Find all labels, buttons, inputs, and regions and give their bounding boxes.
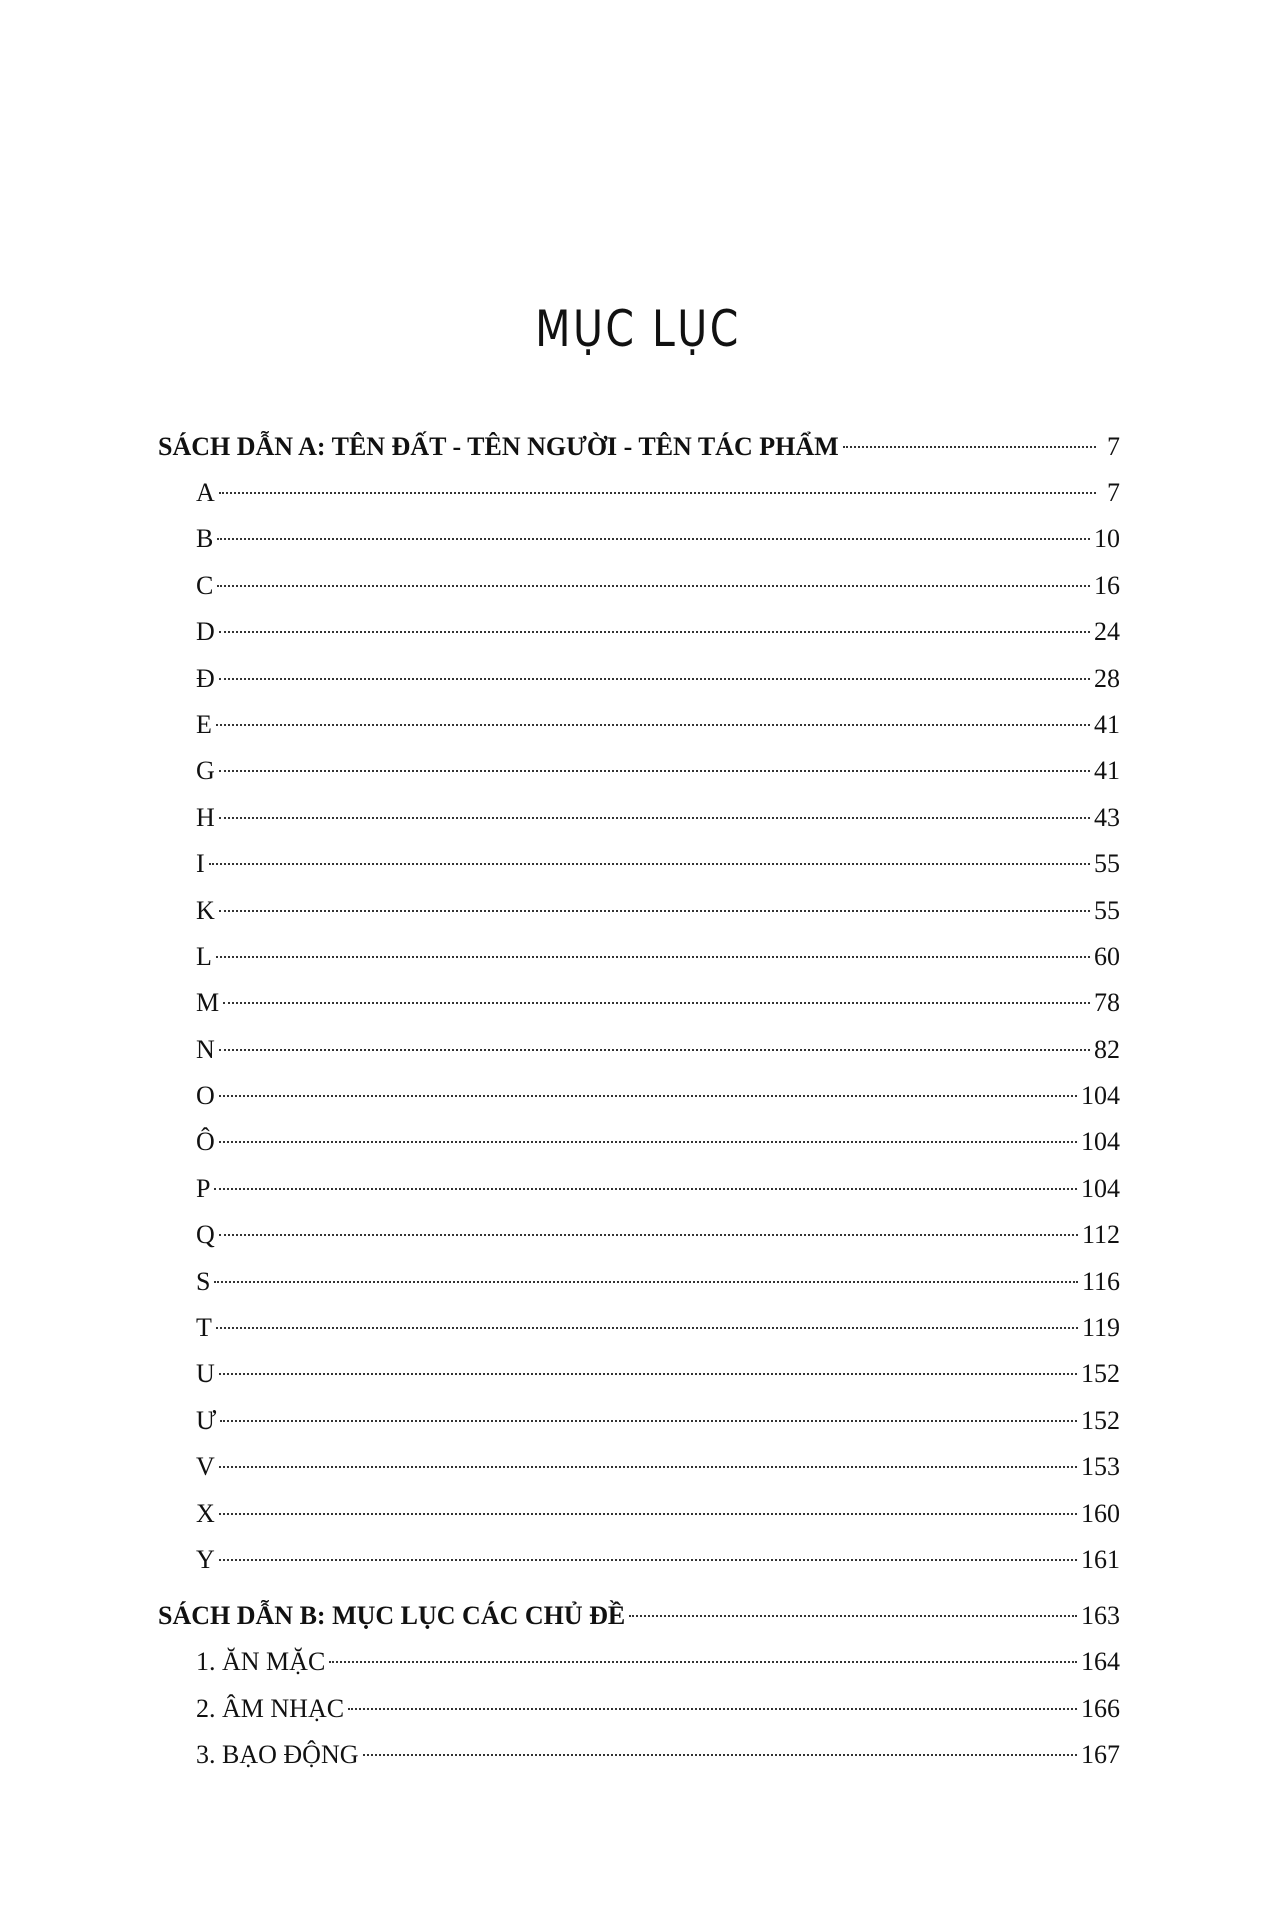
- toc-entry[interactable]: [158, 702, 1120, 748]
- dot-leader: [329, 1661, 1077, 1663]
- dot-leader: [843, 446, 1096, 448]
- toc-entry[interactable]: [158, 1732, 1120, 1778]
- dot-leader: [219, 1513, 1077, 1515]
- dot-leader: [216, 1327, 1078, 1329]
- dot-leader: [219, 631, 1090, 633]
- toc-entry-label: Q: [196, 1220, 215, 1250]
- toc-page-number: 153: [1081, 1452, 1120, 1482]
- toc-entry-label: E: [196, 709, 212, 739]
- dot-leader: [629, 1615, 1077, 1617]
- toc-entry-label: N: [196, 1034, 215, 1064]
- dot-leader: [219, 492, 1096, 494]
- toc-page-number: 43: [1094, 802, 1120, 832]
- toc-entry[interactable]: [158, 748, 1120, 794]
- toc-page-number: 160: [1081, 1498, 1120, 1528]
- dot-leader: [217, 538, 1090, 540]
- toc-entry[interactable]: [158, 609, 1120, 655]
- dot-leader: [219, 770, 1090, 772]
- toc-section[interactable]: [158, 1593, 1120, 1639]
- toc-entry[interactable]: [158, 795, 1120, 841]
- toc-entry[interactable]: [158, 1491, 1120, 1537]
- dot-leader: [216, 724, 1090, 726]
- toc-page-number: 24: [1094, 617, 1120, 647]
- toc-entry[interactable]: [158, 1686, 1120, 1732]
- toc-page-number: 119: [1081, 1313, 1120, 1343]
- toc-entry-label: A: [196, 478, 215, 507]
- toc-entry-label: P: [196, 1173, 211, 1203]
- toc-page-number: 166: [1081, 1693, 1120, 1723]
- dot-leader: [216, 956, 1090, 958]
- toc-entry[interactable]: [158, 1119, 1120, 1165]
- toc-section-label: SÁCH DẪN A: TÊN ĐẤT - TÊN NGƯỜI - TÊN TÁC PHẨM: [158, 432, 839, 461]
- toc-entry-label: S: [196, 1266, 211, 1296]
- dot-leader: [219, 1466, 1077, 1468]
- toc-page-number: 104: [1081, 1127, 1120, 1157]
- toc-entry-label: Ư: [196, 1405, 217, 1435]
- toc-entry-label: 2. ÂM NHẠC: [196, 1693, 345, 1723]
- toc-entry-label: M: [196, 988, 220, 1018]
- table-of-contents: [158, 424, 1120, 1779]
- toc-page-number: 112: [1081, 1220, 1120, 1250]
- toc-page-number: 41: [1094, 756, 1120, 786]
- toc-entry[interactable]: [158, 470, 1120, 516]
- toc-entry[interactable]: [158, 563, 1120, 609]
- toc-entry[interactable]: [158, 934, 1120, 980]
- dot-leader: [219, 1049, 1090, 1051]
- toc-entry[interactable]: [158, 1027, 1120, 1073]
- toc-entry[interactable]: [158, 1166, 1120, 1212]
- dot-leader: [219, 1141, 1077, 1143]
- dot-leader: [223, 1002, 1090, 1004]
- toc-entry-label: G: [196, 756, 215, 786]
- toc-entry[interactable]: [158, 1351, 1120, 1397]
- toc-entry[interactable]: [158, 516, 1120, 562]
- toc-entry-label: Ô: [196, 1127, 215, 1157]
- toc-page-number: 161: [1081, 1544, 1120, 1574]
- dot-leader: [219, 678, 1090, 680]
- toc-page-number: 41: [1094, 709, 1120, 739]
- toc-section-label: SÁCH DẪN B: MỤC LỤC CÁC CHỦ ĐỀ: [158, 1601, 626, 1631]
- toc-entry-label: V: [196, 1452, 215, 1482]
- dot-leader: [219, 817, 1090, 819]
- toc-entry[interactable]: [158, 841, 1120, 887]
- toc-page-number: 7: [1107, 432, 1120, 461]
- toc-page-number: 16: [1094, 570, 1120, 600]
- toc-page-number: 163: [1081, 1601, 1120, 1631]
- toc-entry-label: O: [196, 1081, 215, 1111]
- toc-page-number: 116: [1081, 1266, 1120, 1296]
- toc-page-number: 152: [1081, 1359, 1120, 1389]
- toc-entry[interactable]: [158, 1639, 1120, 1685]
- toc-entry[interactable]: [158, 1537, 1120, 1583]
- toc-page-number: 82: [1094, 1034, 1120, 1064]
- dot-leader: [348, 1708, 1077, 1710]
- page-title: MỤC LỤC: [535, 300, 741, 358]
- toc-entry-label: 1. ĂN MẶC: [196, 1647, 326, 1677]
- dot-leader: [219, 910, 1090, 912]
- toc-entry[interactable]: [158, 980, 1120, 1026]
- dot-leader: [220, 1420, 1077, 1422]
- toc-entry-label: U: [196, 1359, 215, 1389]
- toc-entry-label: K: [196, 895, 215, 925]
- toc-entry[interactable]: [158, 1305, 1120, 1351]
- toc-page-number: 10: [1094, 524, 1120, 554]
- toc-page-number: 28: [1094, 663, 1120, 693]
- toc-entry-label: H: [196, 802, 215, 832]
- toc-entry-label: X: [196, 1498, 215, 1528]
- dot-leader: [209, 863, 1090, 865]
- toc-entry-label: C: [196, 570, 214, 600]
- toc-page-number: 78: [1094, 988, 1120, 1018]
- toc-entry-label: 3. BẠO ĐỘNG: [196, 1740, 359, 1770]
- dot-leader: [219, 1234, 1078, 1236]
- toc-entry-label: L: [196, 941, 212, 971]
- toc-entry[interactable]: [158, 1444, 1120, 1490]
- dot-leader: [219, 1373, 1077, 1375]
- toc-entry[interactable]: [158, 1073, 1120, 1119]
- dot-leader: [219, 1095, 1077, 1097]
- toc-page-number: 60: [1094, 941, 1120, 971]
- toc-page-number: 164: [1081, 1647, 1120, 1677]
- toc-entry[interactable]: [158, 656, 1120, 702]
- toc-section[interactable]: [158, 424, 1120, 470]
- toc-entry-label: T: [196, 1313, 212, 1343]
- toc-page-number: 167: [1081, 1740, 1120, 1770]
- toc-page-number: 104: [1081, 1173, 1120, 1203]
- toc-page-number: 7: [1107, 478, 1120, 507]
- dot-leader: [214, 1281, 1077, 1283]
- toc-entry-label: B: [196, 524, 214, 554]
- toc-entry-label: Y: [196, 1544, 215, 1574]
- toc-entry[interactable]: [158, 1212, 1120, 1258]
- dot-leader: [217, 585, 1090, 587]
- toc-entry-label: Đ: [196, 663, 215, 693]
- toc-entry[interactable]: [158, 1398, 1120, 1444]
- toc-entry-label: D: [196, 617, 215, 647]
- dot-leader: [214, 1188, 1077, 1190]
- toc-entry-label: I: [196, 849, 205, 879]
- dot-leader: [363, 1754, 1078, 1756]
- dot-leader: [219, 1559, 1077, 1561]
- toc-page-number: 55: [1094, 895, 1120, 925]
- toc-entry[interactable]: [158, 1259, 1120, 1305]
- toc-page-number: 152: [1081, 1405, 1120, 1435]
- toc-page-number: 55: [1094, 849, 1120, 879]
- toc-page-number: 104: [1081, 1081, 1120, 1111]
- toc-entry[interactable]: [158, 888, 1120, 934]
